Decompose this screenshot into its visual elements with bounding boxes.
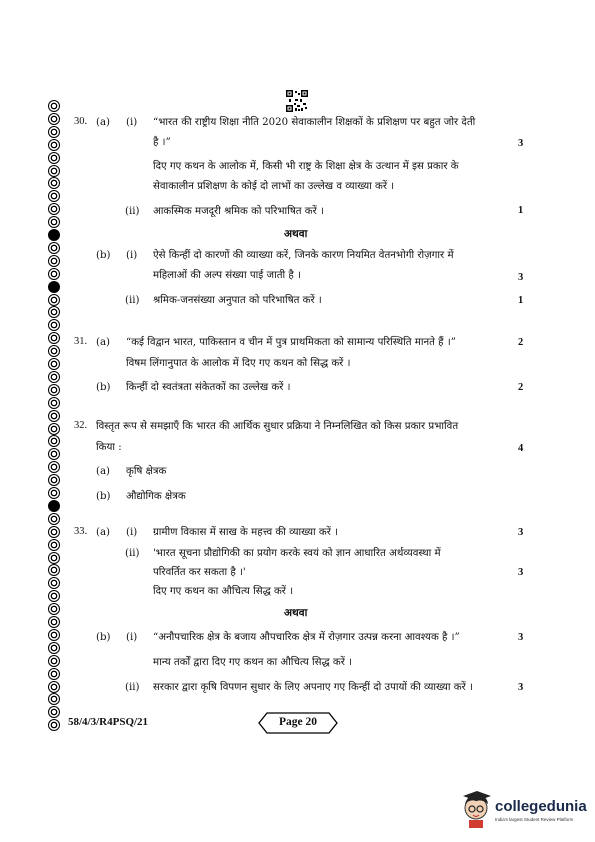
- binding-ring: [48, 384, 60, 396]
- question-text: किया :: [96, 442, 122, 453]
- binding-ring: [48, 139, 60, 151]
- binding-ring: [48, 706, 60, 718]
- binding-ring: [48, 539, 60, 551]
- question-text: महिलाओं की अल्प संख्या पाई जाती है ।: [153, 270, 301, 281]
- binding-ring: [48, 564, 60, 576]
- marks: 2: [518, 337, 524, 348]
- question-text: परिवर्तित कर सकता है ।': [153, 567, 246, 578]
- question-text: ऐसे किन्हीं दो कारणों की व्याख्या करें, जिनके कारण नियमित वेतनभोगी रोज़गार में: [153, 250, 454, 261]
- binding-ring: [48, 423, 60, 435]
- binding-ring: [48, 681, 60, 693]
- question-text: “भारत की राष्ट्रीय शिक्षा नीति 2020 सेवाकालीन शिक्षकों के प्रशिक्षण पर बहुत जोर देती: [153, 117, 476, 128]
- binding-ring: [48, 190, 60, 202]
- subpart-label: (i): [126, 250, 138, 261]
- question-number: 33.: [74, 526, 88, 537]
- marks: 3: [518, 632, 524, 643]
- binding-ring: [48, 513, 60, 525]
- question-number: 32.: [74, 420, 88, 431]
- question-text: मान्य तर्कों द्वारा दिए गए कथन का औचित्य सिद्ध करें ।: [153, 657, 353, 668]
- part-label: (a): [96, 337, 111, 348]
- question-text: कृषि क्षेत्रक: [126, 466, 167, 477]
- subpart-label: (ii): [125, 682, 140, 693]
- question-text: आकस्मिक मजदूरी श्रमिक को परिभाषित करें ।: [153, 206, 324, 217]
- binding-ring: [48, 487, 60, 499]
- marks: 1: [518, 295, 524, 306]
- binding-ring: [48, 577, 60, 589]
- binding-ring: [48, 203, 60, 215]
- page-number: Page 20: [278, 716, 317, 728]
- subpart-label: (i): [126, 527, 138, 538]
- binding-ring: [48, 461, 60, 473]
- subpart-label: (ii): [125, 206, 140, 217]
- binding-ring: [48, 242, 60, 254]
- subpart-label: (i): [126, 117, 138, 128]
- part-label: (b): [96, 491, 111, 502]
- question-text: है ।”: [153, 137, 171, 148]
- binding-ring: [48, 281, 60, 293]
- binding-ring: [48, 590, 60, 602]
- question-text: किन्हीं दो स्वतंत्रता संकेतकों का उल्लेख करें ।: [126, 382, 291, 393]
- binding-ring: [48, 294, 60, 306]
- binding-ring: [48, 655, 60, 667]
- binding-rings: [48, 100, 62, 736]
- page-number-box: [258, 712, 338, 734]
- binding-ring: [48, 474, 60, 486]
- binding-ring: [48, 152, 60, 164]
- binding-ring: [48, 500, 60, 512]
- binding-ring: [48, 126, 60, 138]
- part-label: (a): [96, 527, 111, 538]
- qr-code: [286, 90, 308, 112]
- part-label: (b): [96, 250, 111, 261]
- question-text: विषम लिंगानुपात के आलोक में दिए गए कथन को सिद्ध करें ।: [126, 358, 351, 369]
- question-text: 'भारत सूचना प्रौद्योगिकी का प्रयोग करके स्वयं को ज्ञान आधारित अर्थव्यवस्था में: [153, 548, 441, 559]
- mascot-icon: [460, 790, 494, 828]
- logo-tagline: India's largest Student Review Platform: [495, 817, 574, 822]
- or-separator: अथवा: [284, 228, 308, 240]
- binding-ring: [48, 397, 60, 409]
- subpart-label: (ii): [125, 548, 140, 559]
- binding-ring: [48, 371, 60, 383]
- question-text: “कई विद्वान भारत, पाकिस्तान व चीन में पुत्र प्राथमिकता को सामान्य परिस्थिति मानते हैं ।”: [126, 337, 456, 348]
- binding-ring: [48, 448, 60, 460]
- binding-ring: [48, 255, 60, 267]
- binding-ring: [48, 603, 60, 615]
- question-text: श्रमिक-जनसंख्या अनुपात को परिभाषित करें ।: [153, 295, 322, 306]
- collegedunia-logo: [460, 790, 587, 830]
- binding-ring: [48, 616, 60, 628]
- question-number: 31.: [74, 336, 88, 347]
- question-text: ग्रामीण विकास में साख के महत्त्व की व्याख्या करें ।: [153, 527, 338, 538]
- question-text: दिए गए कथन का औचित्य सिद्ध करें ।: [153, 586, 294, 597]
- question-number: 30.: [74, 116, 88, 127]
- paper-code: 58/4/3/R4PSQ/21: [68, 716, 149, 728]
- marks: 3: [518, 272, 524, 283]
- binding-ring: [48, 177, 60, 189]
- binding-ring: [48, 719, 60, 731]
- marks: 3: [518, 567, 524, 578]
- part-label: (a): [96, 466, 111, 477]
- binding-ring: [48, 268, 60, 280]
- binding-ring: [48, 693, 60, 705]
- binding-ring: [48, 165, 60, 177]
- binding-ring: [48, 306, 60, 318]
- subpart-label: (ii): [125, 295, 140, 306]
- binding-ring: [48, 552, 60, 564]
- question-text: दिए गए कथन के आलोक में, किसी भी राष्ट्र के शिक्षा क्षेत्र के उत्थान में इस प्रकार के: [153, 161, 459, 172]
- binding-ring: [48, 216, 60, 228]
- or-separator: अथवा: [284, 607, 308, 619]
- marks: 3: [518, 527, 524, 538]
- part-label: (b): [96, 382, 111, 393]
- marks: 2: [518, 382, 524, 393]
- marks: 4: [518, 443, 524, 454]
- binding-ring: [48, 100, 60, 112]
- question-text: सेवाकालीन प्रशिक्षण के कोई दो लाभों का उल्लेख व व्याख्या करें ।: [153, 181, 395, 192]
- part-label: (b): [96, 632, 111, 643]
- binding-ring: [48, 435, 60, 447]
- binding-ring: [48, 629, 60, 641]
- binding-ring: [48, 113, 60, 125]
- binding-ring: [48, 345, 60, 357]
- question-text: “अनौपचारिक क्षेत्र के बजाय औपचारिक क्षेत्र में रोज़गार उत्पन्न करना आवश्यक है ।”: [153, 632, 460, 643]
- binding-ring: [48, 642, 60, 654]
- marks: 1: [518, 205, 524, 216]
- part-label: (a): [96, 117, 111, 128]
- binding-ring: [48, 229, 60, 241]
- binding-ring: [48, 332, 60, 344]
- binding-ring: [48, 668, 60, 680]
- logo-name: collegedunia: [495, 798, 587, 815]
- binding-ring: [48, 410, 60, 422]
- question-text: औद्योगिक क्षेत्रक: [126, 491, 186, 502]
- marks: 3: [518, 682, 524, 693]
- binding-ring: [48, 358, 60, 370]
- question-text: सरकार द्वारा कृषि विपणन सुधार के लिए अपनाए गए किन्हीं दो उपायों की व्याख्या करें ।: [153, 682, 473, 693]
- marks: 3: [518, 138, 524, 149]
- binding-ring: [48, 319, 60, 331]
- question-text: विस्तृत रूप से समझाएँ कि भारत की आर्थिक सुधार प्रक्रिया ने निम्नलिखित को किस प्रकार प्रभावित: [96, 421, 459, 432]
- subpart-label: (i): [126, 632, 138, 643]
- binding-ring: [48, 526, 60, 538]
